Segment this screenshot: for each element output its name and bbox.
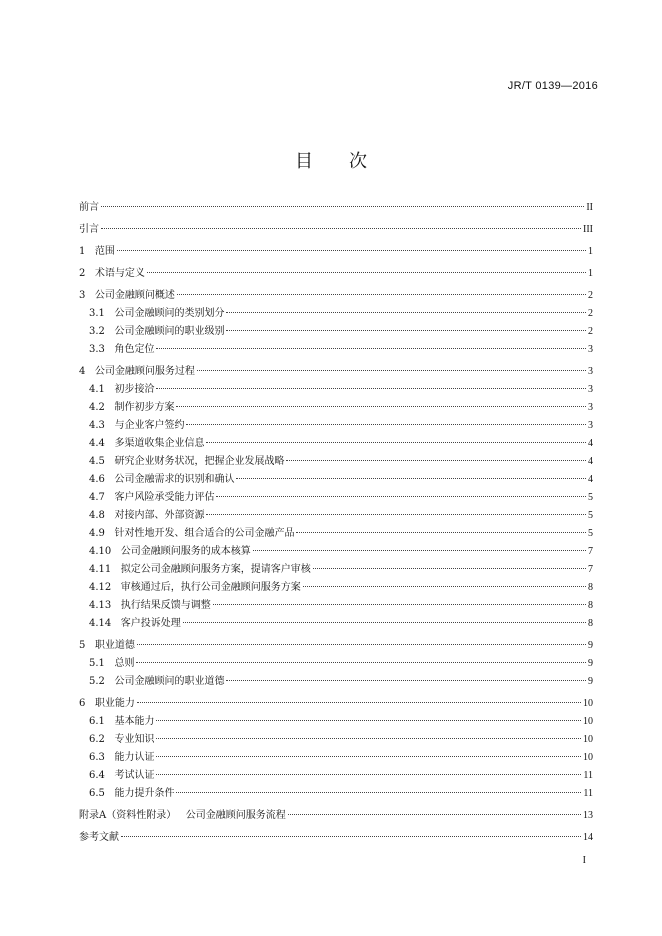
- toc-entry[interactable]: [79, 655, 593, 673]
- toc-entry-page: 1: [588, 246, 593, 257]
- toc-entry-page: 7: [588, 564, 593, 575]
- toc-entry-label: 4.8 对接内部、外部资源: [89, 510, 205, 521]
- toc-entry-label: 4.5 研究企业财务状况，把握企业发展战略: [89, 456, 285, 467]
- toc-entry[interactable]: [79, 713, 593, 731]
- toc-entry-page: 2: [588, 290, 593, 301]
- toc-entry[interactable]: [79, 673, 593, 691]
- toc-entry-label: 4.7 客户风险承受能力评估: [89, 492, 215, 503]
- toc-leader-dots: [186, 424, 586, 425]
- standard-code: JR/T 0139—2016: [507, 80, 598, 92]
- toc-entry-label: 前言: [79, 202, 99, 213]
- toc-entry[interactable]: [79, 435, 593, 453]
- toc-entry-label: 4.6 公司金融需求的识别和确认: [89, 474, 235, 485]
- toc-leader-dots: [288, 814, 581, 815]
- toc-entry-label: 4.11 拟定公司金融顾问服务方案，提请客户审核: [89, 564, 311, 575]
- toc-leader-dots: [147, 272, 586, 273]
- toc-entry-label: 3.3 角色定位: [89, 344, 155, 355]
- toc-entry-page: 7: [588, 546, 593, 557]
- toc-entry[interactable]: [79, 615, 593, 633]
- toc-leader-dots: [226, 330, 586, 331]
- toc-entry-page: 14: [583, 832, 593, 843]
- toc-entry-page: 3: [588, 402, 593, 413]
- toc-leader-dots: [101, 206, 584, 207]
- toc-entry[interactable]: [79, 829, 593, 847]
- toc-leader-dots: [121, 836, 581, 837]
- toc-leader-dots: [177, 294, 586, 295]
- toc-entry-page: 9: [588, 640, 593, 651]
- toc-leader-dots: [296, 532, 586, 533]
- toc-leader-dots: [213, 604, 586, 605]
- toc-entry-page: 3: [588, 384, 593, 395]
- toc-leader-dots: [101, 228, 581, 229]
- toc-entry[interactable]: [79, 323, 593, 341]
- toc-entry[interactable]: [79, 363, 593, 381]
- toc-entry-page: II: [586, 202, 593, 213]
- toc-entry-page: 10: [583, 752, 593, 763]
- toc-entry[interactable]: [79, 543, 593, 561]
- toc-entry-label: 6.3 能力认证: [89, 752, 155, 763]
- toc-leader-dots: [226, 312, 586, 313]
- toc-leader-dots: [286, 460, 586, 461]
- toc-leader-dots: [303, 586, 586, 587]
- toc-leader-dots: [176, 792, 581, 793]
- toc-entry[interactable]: [79, 749, 593, 767]
- toc-entry[interactable]: [79, 785, 593, 803]
- toc-entry-label: 2 术语与定义: [79, 268, 145, 279]
- toc-entry-label: 附录A（资料性附录） 公司金融顾问服务流程: [79, 810, 286, 821]
- toc-entry[interactable]: [79, 471, 593, 489]
- toc-entry[interactable]: [79, 731, 593, 749]
- toc-leader-dots: [117, 250, 586, 251]
- toc-leader-dots: [156, 720, 581, 721]
- toc-entry-page: III: [583, 224, 593, 235]
- toc-entry-page: 9: [588, 658, 593, 669]
- toc-entry[interactable]: [79, 199, 593, 217]
- toc-leader-dots: [156, 388, 586, 389]
- toc-entry-page: 10: [583, 734, 593, 745]
- toc-entry-page: 3: [588, 420, 593, 431]
- toc-entry-label: 3.1 公司金融顾问的类别划分: [89, 308, 225, 319]
- toc-entry[interactable]: [79, 417, 593, 435]
- toc-entry[interactable]: [79, 399, 593, 417]
- toc-leader-dots: [206, 514, 586, 515]
- toc-entry[interactable]: [79, 561, 593, 579]
- toc-entry[interactable]: [79, 381, 593, 399]
- toc-leader-dots: [136, 662, 586, 663]
- toc-entry-label: 4.3 与企业客户签约: [89, 420, 185, 431]
- toc-entry[interactable]: [79, 637, 593, 655]
- toc-entry-page: 10: [583, 698, 593, 709]
- table-of-contents: [79, 199, 593, 847]
- toc-leader-dots: [156, 348, 586, 349]
- toc-entry[interactable]: [79, 489, 593, 507]
- toc-entry-label: 4.13 执行结果反馈与调整: [89, 600, 211, 611]
- toc-entry-label: 4.4 多渠道收集企业信息: [89, 438, 205, 449]
- toc-entry-page: 8: [588, 582, 593, 593]
- toc-leader-dots: [206, 442, 586, 443]
- toc-entry-label: 6.5 能力提升条件: [89, 788, 175, 799]
- toc-entry-page: 8: [588, 600, 593, 611]
- toc-leader-dots: [156, 774, 581, 775]
- toc-entry[interactable]: [79, 453, 593, 471]
- toc-leader-dots: [183, 622, 586, 623]
- toc-entry-page: 9: [588, 676, 593, 687]
- toc-entry-page: 3: [588, 366, 593, 377]
- toc-entry-label: 4.14 客户投诉处理: [89, 618, 181, 629]
- toc-entry[interactable]: [79, 341, 593, 359]
- toc-entry[interactable]: [79, 221, 593, 239]
- toc-entry-page: 4: [588, 438, 593, 449]
- toc-entry-label: 1 范围: [79, 246, 115, 257]
- toc-entry-label: 4.2 制作初步方案: [89, 402, 175, 413]
- toc-entry-label: 4.12 审核通过后，执行公司金融顾问服务方案: [89, 582, 301, 593]
- toc-entry-page: 11: [583, 788, 593, 799]
- toc-entry-label: 3 公司金融顾问概述: [79, 290, 175, 301]
- toc-entry[interactable]: [79, 507, 593, 525]
- toc-entry-label: 5.2 公司金融顾问的职业道德: [89, 676, 225, 687]
- toc-entry-page: 8: [588, 618, 593, 629]
- toc-entry[interactable]: [79, 265, 593, 283]
- toc-entry-label: 5 职业道德: [79, 640, 135, 651]
- page-title: 目次: [295, 151, 403, 172]
- toc-leader-dots: [226, 680, 586, 681]
- toc-entry-page: 5: [588, 492, 593, 503]
- toc-entry-page: 13: [583, 810, 593, 821]
- toc-entry[interactable]: [79, 597, 593, 615]
- toc-entry-label: 引言: [79, 224, 99, 235]
- toc-leader-dots: [253, 550, 586, 551]
- toc-entry[interactable]: [79, 695, 593, 713]
- toc-entry-page: 2: [588, 326, 593, 337]
- toc-entry[interactable]: [79, 525, 593, 543]
- toc-entry[interactable]: [79, 767, 593, 785]
- toc-entry-label: 6.4 考试认证: [89, 770, 155, 781]
- toc-leader-dots: [156, 756, 581, 757]
- toc-entry-page: 10: [583, 716, 593, 727]
- toc-entry-page: 5: [588, 510, 593, 521]
- toc-leader-dots: [197, 370, 586, 371]
- toc-entry-page: 11: [583, 770, 593, 781]
- toc-entry-label: 4 公司金融顾问服务过程: [79, 366, 195, 377]
- toc-entry[interactable]: [79, 579, 593, 597]
- page-number: I: [582, 855, 586, 866]
- toc-entry[interactable]: [79, 305, 593, 323]
- toc-entry[interactable]: [79, 807, 593, 825]
- toc-leader-dots: [236, 478, 586, 479]
- toc-entry-label: 3.2 公司金融顾问的职业级别: [89, 326, 225, 337]
- toc-entry[interactable]: [79, 287, 593, 305]
- toc-leader-dots: [137, 644, 586, 645]
- toc-entry-page: 1: [588, 268, 593, 279]
- toc-entry-label: 4.9 针对性地开发、组合适合的公司金融产品: [89, 528, 295, 539]
- toc-entry-label: 6 职业能力: [79, 698, 135, 709]
- toc-entry-label: 6.1 基本能力: [89, 716, 155, 727]
- toc-leader-dots: [156, 738, 581, 739]
- toc-entry-page: 4: [588, 474, 593, 485]
- toc-entry-page: 5: [588, 528, 593, 539]
- toc-leader-dots: [216, 496, 586, 497]
- toc-leader-dots: [176, 406, 586, 407]
- toc-entry-page: 3: [588, 344, 593, 355]
- toc-entry[interactable]: [79, 243, 593, 261]
- toc-entry-page: 2: [588, 308, 593, 319]
- toc-leader-dots: [313, 568, 586, 569]
- toc-leader-dots: [137, 702, 581, 703]
- toc-entry-label: 4.10 公司金融顾问服务的成本核算: [89, 546, 251, 557]
- toc-entry-label: 参考文献: [79, 832, 119, 843]
- toc-entry-label: 6.2 专业知识: [89, 734, 155, 745]
- toc-entry-label: 5.1 总则: [89, 658, 135, 669]
- toc-entry-page: 4: [588, 456, 593, 467]
- toc-entry-label: 4.1 初步接洽: [89, 384, 155, 395]
